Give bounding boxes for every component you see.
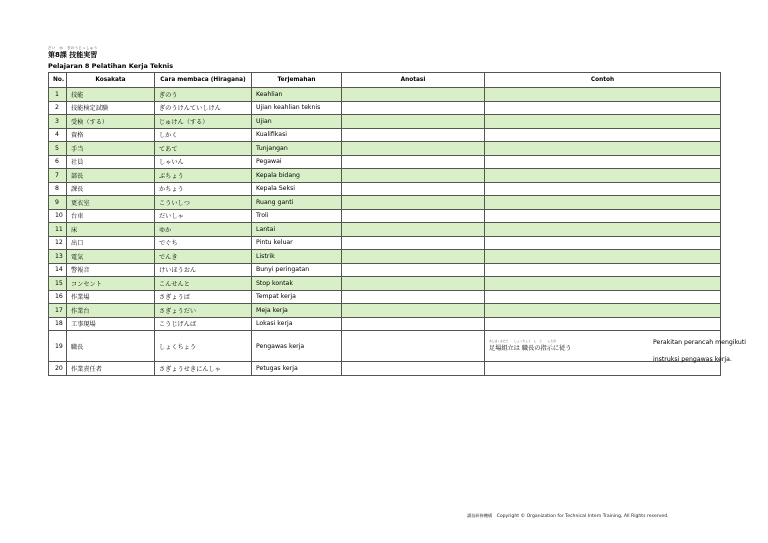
example-translation: Perakitan perancah mengikuti instruksi pengawas kerja. <box>653 339 746 363</box>
row-anotasi <box>342 236 485 250</box>
table-row <box>49 155 721 169</box>
row-anotasi <box>342 115 485 129</box>
row-number: 14 <box>49 263 67 277</box>
row-kosakata: 部長 <box>67 169 155 183</box>
table-row <box>49 277 721 291</box>
row-hiragana: だいしゃ <box>155 209 252 223</box>
row-contoh <box>485 88 721 102</box>
row-kosakata: 床 <box>67 223 155 237</box>
row-hiragana: しょくちょう <box>155 331 252 362</box>
table-row <box>49 331 721 362</box>
row-terjemahan: Troli <box>252 209 342 223</box>
row-terjemahan: Listrik <box>252 250 342 264</box>
row-number: 6 <box>49 155 67 169</box>
row-terjemahan: Tunjangan <box>252 142 342 156</box>
row-terjemahan: Stop kontak <box>252 277 342 291</box>
footer <box>467 513 669 519</box>
row-anotasi <box>342 88 485 102</box>
row-hiragana: でんき <box>155 250 252 264</box>
table-row <box>49 250 721 264</box>
table-row <box>49 263 721 277</box>
row-kosakata: コンセント <box>67 277 155 291</box>
row-hiragana: しかく <box>155 128 252 142</box>
row-anotasi <box>342 290 485 304</box>
table-row <box>49 142 721 156</box>
row-terjemahan: Lokasi kerja <box>252 317 342 331</box>
row-kosakata: 更衣室 <box>67 196 155 210</box>
row-kosakata: 作業台 <box>67 304 155 318</box>
row-terjemahan: Kualifikasi <box>252 128 342 142</box>
row-number: 9 <box>49 196 67 210</box>
row-number: 12 <box>49 236 67 250</box>
row-number: 8 <box>49 182 67 196</box>
row-contoh <box>485 290 721 304</box>
row-kosakata: 受検（する） <box>67 115 155 129</box>
row-number: 13 <box>49 250 67 264</box>
lesson-subtitle: Pelajaran 8 Pelatihan Kerja Teknis <box>48 62 174 70</box>
row-terjemahan: Kepala Seksi <box>252 182 342 196</box>
column-header-hiragana: Cara membaca (Hiragana) <box>155 73 252 88</box>
row-kosakata: 作業場 <box>67 290 155 304</box>
example-japanese: 足場組立は 職長の指示に従う <box>489 345 572 352</box>
row-kosakata: 台車 <box>67 209 155 223</box>
row-hiragana: さぎょうば <box>155 290 252 304</box>
row-hiragana: でぐち <box>155 236 252 250</box>
row-kosakata: 課長 <box>67 182 155 196</box>
row-terjemahan: Bunyi peringatan <box>252 263 342 277</box>
row-terjemahan: Pengawas kerja <box>252 331 342 362</box>
row-contoh <box>485 263 721 277</box>
row-kosakata: 技能 <box>67 88 155 102</box>
table-row <box>49 209 721 223</box>
row-number: 11 <box>49 223 67 237</box>
row-number: 5 <box>49 142 67 156</box>
row-hiragana: さぎょうだい <box>155 304 252 318</box>
table-row <box>49 101 721 115</box>
row-contoh <box>485 169 721 183</box>
row-terjemahan: Ruang ganti <box>252 196 342 210</box>
row-terjemahan: Petugas kerja <box>252 362 342 376</box>
column-header-kosakata: Kosakata <box>67 73 155 88</box>
row-anotasi <box>342 317 485 331</box>
row-number: 17 <box>49 304 67 318</box>
copyright-text: Copyright © Organization for Technical Intern Training, All Rights reserved. <box>496 514 669 519</box>
row-terjemahan: Ujian <box>252 115 342 129</box>
column-header-anotasi: Anotasi <box>342 73 485 88</box>
row-anotasi <box>342 196 485 210</box>
row-terjemahan: Lantai <box>252 223 342 237</box>
row-hiragana: かちょう <box>155 182 252 196</box>
row-contoh <box>485 128 721 142</box>
row-terjemahan: Tempat kerja <box>252 290 342 304</box>
row-contoh <box>485 317 721 331</box>
row-terjemahan: Kepala bidang <box>252 169 342 183</box>
row-number: 15 <box>49 277 67 291</box>
row-contoh <box>485 155 721 169</box>
row-hiragana: ぎのうけんていしけん <box>155 101 252 115</box>
row-number: 1 <box>49 88 67 102</box>
row-number: 3 <box>49 115 67 129</box>
column-header-contoh: Contoh <box>485 73 721 88</box>
row-anotasi <box>342 128 485 142</box>
table-row <box>49 169 721 183</box>
table-row <box>49 182 721 196</box>
example-sentence <box>485 331 746 363</box>
row-contoh <box>485 142 721 156</box>
row-anotasi <box>342 250 485 264</box>
row-terjemahan: Pintu keluar <box>252 236 342 250</box>
table-row <box>49 290 721 304</box>
row-anotasi <box>342 169 485 183</box>
row-contoh <box>485 223 721 237</box>
table-header-row <box>49 73 721 88</box>
row-number: 19 <box>49 331 67 362</box>
row-anotasi <box>342 142 485 156</box>
table-row <box>49 88 721 102</box>
row-contoh <box>485 101 721 115</box>
table-row <box>49 304 721 318</box>
column-header-no: No. <box>49 73 67 88</box>
row-contoh <box>485 209 721 223</box>
row-contoh <box>485 331 746 363</box>
row-hiragana: ぎのう <box>155 88 252 102</box>
table-row <box>49 223 721 237</box>
vocabulary-table <box>48 72 746 376</box>
row-hiragana: てあて <box>155 142 252 156</box>
row-terjemahan: Ujian keahlian teknis <box>252 101 342 115</box>
row-hiragana: さぎょうせきにんしゃ <box>155 362 252 376</box>
organization-mark: 講技研修機構 <box>467 513 493 518</box>
table-row <box>49 128 721 142</box>
row-kosakata: 電気 <box>67 250 155 264</box>
row-kosakata: 作業責任者 <box>67 362 155 376</box>
table-row <box>49 196 721 210</box>
row-contoh <box>485 182 721 196</box>
row-contoh <box>485 236 721 250</box>
row-anotasi <box>342 331 485 362</box>
row-anotasi <box>342 223 485 237</box>
row-hiragana: ぶちょう <box>155 169 252 183</box>
title-ruby: だい か ぎのうじっしゅう <box>48 46 98 50</box>
row-kosakata: 技能検定試験 <box>67 101 155 115</box>
table-row <box>49 236 721 250</box>
row-number: 16 <box>49 290 67 304</box>
row-anotasi <box>342 101 485 115</box>
row-hiragana: こういしつ <box>155 196 252 210</box>
row-anotasi <box>342 304 485 318</box>
row-anotasi <box>342 209 485 223</box>
row-contoh <box>485 250 721 264</box>
row-terjemahan: Meja kerja <box>252 304 342 318</box>
row-hiragana: ゆか <box>155 223 252 237</box>
row-anotasi <box>342 263 485 277</box>
table-row <box>49 362 721 376</box>
row-contoh <box>485 115 721 129</box>
row-kosakata: 工事現場 <box>67 317 155 331</box>
row-hiragana: こんせんと <box>155 277 252 291</box>
column-header-terjemahan: Terjemahan <box>252 73 342 88</box>
row-hiragana: けいほうおん <box>155 263 252 277</box>
row-number: 18 <box>49 317 67 331</box>
row-hiragana: じゅけん（する） <box>155 115 252 129</box>
row-number: 2 <box>49 101 67 115</box>
table-row <box>49 115 721 129</box>
lesson-title: 第8課 技能実習 <box>48 51 98 59</box>
row-terjemahan: Pegawai <box>252 155 342 169</box>
row-anotasi <box>342 362 485 376</box>
row-kosakata: 警報音 <box>67 263 155 277</box>
row-contoh <box>485 196 721 210</box>
row-kosakata: 手当 <box>67 142 155 156</box>
row-number: 10 <box>49 209 67 223</box>
row-anotasi <box>342 182 485 196</box>
table-row <box>49 317 721 331</box>
row-kosakata: 出口 <box>67 236 155 250</box>
row-hiragana: しゃいん <box>155 155 252 169</box>
row-hiragana: こうじげんば <box>155 317 252 331</box>
row-kosakata: 資格 <box>67 128 155 142</box>
row-number: 20 <box>49 362 67 376</box>
row-kosakata: 職長 <box>67 331 155 362</box>
row-contoh <box>485 277 721 291</box>
row-number: 4 <box>49 128 67 142</box>
row-contoh <box>485 304 721 318</box>
row-anotasi <box>342 277 485 291</box>
row-number: 7 <box>49 169 67 183</box>
row-terjemahan: Keahlian <box>252 88 342 102</box>
row-anotasi <box>342 155 485 169</box>
row-kosakata: 社員 <box>67 155 155 169</box>
example-ruby: あしばくみたて しょくちょう し じ したが <box>489 340 557 343</box>
